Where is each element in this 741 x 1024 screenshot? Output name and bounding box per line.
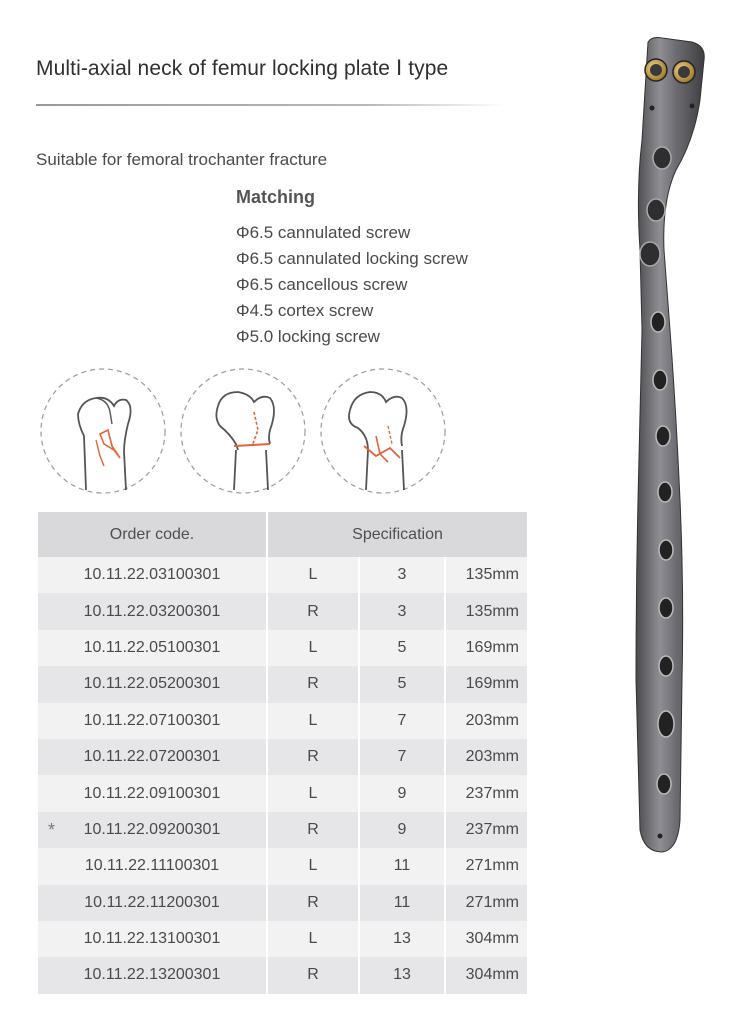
order-code-cell-text: 10.11.22.07100301 [83, 711, 221, 729]
order-code-cell-text: 10.11.22.07200301 [83, 748, 221, 766]
holes-cell-text: 11 [393, 857, 411, 875]
table-row [38, 812, 527, 848]
side-cell-text: R [307, 602, 319, 620]
side-cell-text: L [308, 857, 318, 875]
order-code-cell [38, 557, 267, 593]
length-cell [445, 812, 527, 848]
holes-cell [359, 921, 445, 957]
length-cell [445, 921, 527, 957]
fracture-diagrams [38, 366, 448, 496]
order-code-cell [38, 739, 267, 775]
side-cell [267, 739, 359, 775]
length-cell [445, 957, 527, 993]
length-cell [445, 666, 527, 702]
length-cell [445, 593, 527, 629]
length-cell [445, 775, 527, 811]
table-row [38, 739, 527, 775]
length-cell-text: 135mm [465, 602, 519, 620]
locking-plate-image [600, 30, 720, 875]
holes-cell-text: 11 [393, 893, 411, 911]
order-code-table [38, 512, 527, 994]
holes-cell-text: 3 [397, 566, 407, 584]
table-row [38, 885, 527, 921]
holes-cell [359, 848, 445, 884]
title-divider [36, 104, 506, 106]
side-cell [267, 812, 359, 848]
order-code-cell-text: 10.11.22.13100301 [83, 930, 221, 948]
length-cell-text: 169mm [465, 638, 519, 656]
holes-cell [359, 703, 445, 739]
length-cell [445, 885, 527, 921]
matching-item: Φ6.5 cannulated locking screw [236, 249, 468, 268]
holes-cell [359, 957, 445, 993]
order-code-cell-text: 10.11.22.05200301 [83, 675, 221, 693]
order-code-cell-text: 10.11.22.13200301 [83, 966, 221, 984]
holes-cell [359, 739, 445, 775]
side-cell-text: L [308, 930, 318, 948]
table-row [38, 848, 527, 884]
length-cell [445, 703, 527, 739]
length-cell [445, 630, 527, 666]
order-code-cell [38, 703, 267, 739]
order-code-cell [38, 812, 267, 848]
specification-header: Specification [267, 512, 527, 557]
holes-cell-text: 3 [397, 602, 407, 620]
order-code-cell [38, 957, 267, 993]
holes-cell-text: 5 [397, 638, 407, 656]
length-cell-text: 169mm [465, 675, 519, 693]
holes-cell-text: 7 [397, 748, 407, 766]
side-cell-text: L [308, 784, 318, 802]
matching-item: Φ6.5 cannulated screw [236, 223, 411, 242]
fracture-diagram-2 [178, 366, 308, 496]
holes-cell-text: 13 [393, 930, 411, 948]
side-cell-text: R [307, 748, 319, 766]
order-code-header: Order code. [38, 512, 267, 557]
holes-cell-text: 13 [393, 966, 411, 984]
holes-cell-text: 5 [397, 675, 407, 693]
length-cell-text: 203mm [465, 711, 519, 729]
side-cell [267, 557, 359, 593]
order-code-cell [38, 921, 267, 957]
table-row [38, 775, 527, 811]
side-cell-text: R [307, 675, 319, 693]
table-row [38, 703, 527, 739]
order-code-cell [38, 885, 267, 921]
order-code-cell [38, 848, 267, 884]
table-row [38, 957, 527, 993]
length-cell [445, 739, 527, 775]
holes-cell-text: 7 [397, 711, 407, 729]
order-code-cell [38, 593, 267, 629]
length-cell-text: 304mm [465, 966, 519, 984]
order-code-cell-text: 10.11.22.11100301 [84, 857, 220, 875]
table-row [38, 630, 527, 666]
order-code-cell-text: 10.11.22.03100301 [83, 566, 221, 584]
page-title: Multi-axial neck of femur locking plate Ⅰ type [36, 57, 449, 80]
holes-cell [359, 630, 445, 666]
fracture-diagram-3 [318, 366, 448, 496]
side-cell [267, 775, 359, 811]
table-row [38, 557, 527, 593]
featured-star-icon: * [48, 819, 56, 840]
holes-cell [359, 775, 445, 811]
table-row [38, 666, 527, 702]
table-header-row [38, 512, 527, 557]
order-code-cell-text: 10.11.22.09100301 [83, 784, 221, 802]
order-code-cell [38, 630, 267, 666]
side-cell [267, 666, 359, 702]
length-cell-text: 237mm [465, 784, 519, 802]
matching-screw-list [236, 220, 468, 350]
holes-cell [359, 885, 445, 921]
fracture-diagram-1 [38, 366, 168, 496]
order-code-cell-text: 10.11.22.03200301 [83, 602, 221, 620]
side-cell [267, 593, 359, 629]
length-cell-text: 271mm [465, 857, 519, 875]
order-code-cell [38, 666, 267, 702]
length-cell [445, 848, 527, 884]
side-cell-text: R [307, 820, 319, 838]
length-cell-text: 203mm [465, 748, 519, 766]
side-cell-text: L [308, 566, 318, 584]
table-body [38, 557, 527, 994]
side-cell [267, 957, 359, 993]
side-cell [267, 921, 359, 957]
matching-heading: Matching [236, 187, 315, 207]
holes-cell-text: 9 [397, 820, 407, 838]
matching-item: Φ6.5 cancellous screw [236, 275, 408, 294]
order-code-cell-text: 10.11.22.05100301 [83, 638, 221, 656]
holes-cell [359, 812, 445, 848]
holes-cell-text: 9 [397, 784, 407, 802]
matching-item: Φ4.5 cortex screw [236, 301, 374, 320]
holes-cell [359, 666, 445, 702]
side-cell [267, 630, 359, 666]
matching-item: Φ5.0 locking screw [236, 327, 380, 346]
side-cell [267, 848, 359, 884]
side-cell [267, 885, 359, 921]
length-cell-text: 271mm [465, 893, 519, 911]
holes-cell [359, 593, 445, 629]
order-code-cell [38, 775, 267, 811]
side-cell [267, 703, 359, 739]
table-row [38, 921, 527, 957]
length-cell-text: 237mm [465, 820, 519, 838]
side-cell-text: L [308, 711, 318, 729]
order-code-cell-text: 10.11.22.09200301 [83, 820, 221, 838]
table-row [38, 593, 527, 629]
side-cell-text: L [308, 638, 318, 656]
holes-cell [359, 557, 445, 593]
length-cell-text: 135mm [465, 566, 519, 584]
indication-text: Suitable for femoral trochanter fracture [36, 150, 328, 169]
length-cell [445, 557, 527, 593]
side-cell-text: R [307, 966, 319, 984]
order-code-cell-text: 10.11.22.11200301 [84, 893, 220, 911]
side-cell-text: R [307, 893, 319, 911]
length-cell-text: 304mm [465, 930, 519, 948]
